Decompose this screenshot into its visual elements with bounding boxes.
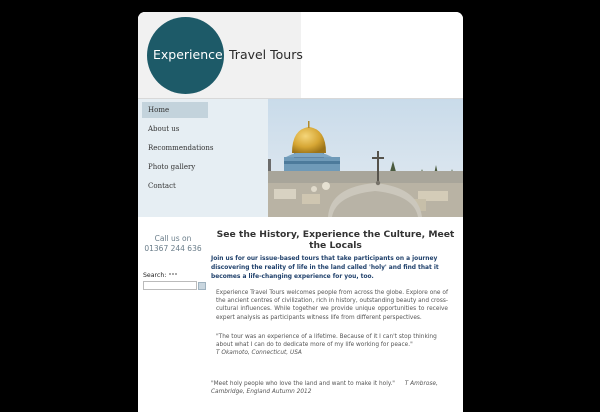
nav-item-about-us[interactable]: About us	[148, 125, 180, 133]
testimonial-1-attribution: T Okamoto, Connecticut, USA	[216, 350, 302, 357]
nav-item-contact[interactable]: Contact	[148, 182, 176, 190]
welcome-paragraph: Experience Travel Tours welcomes people from across the globe. Explore one of the ancient centres of civilization, rich in history, outstanding beauty and cross-cultural influences. While together we provide unique opportunities to receive expert analysis as participants witness life from different perspectives.	[216, 290, 448, 321]
testimonial-2-attribution: T Ambrose, Cambridge, England Autumn 2012	[211, 381, 438, 396]
search-input[interactable]	[143, 281, 197, 290]
main-nav	[138, 99, 268, 217]
nav-item-home[interactable]: Home	[142, 102, 208, 118]
intro-text: Join us for our issue-based tours that take participants on a journey discovering the reality of life in the land called 'holy' and find that it becomes a life-changing experience for you, too.	[211, 256, 439, 281]
search-button[interactable]	[198, 282, 206, 290]
search-label: Search:	[143, 272, 167, 279]
logo-text-experience[interactable]: Experience	[153, 47, 223, 62]
logo-text-travel-tours[interactable]: Travel Tours	[229, 47, 303, 62]
nav-item-recommendations[interactable]: Recommendations	[148, 144, 214, 152]
testimonial-2-text: "Meet holy people who love the land and want to make it holy."	[211, 381, 395, 387]
phone-number[interactable]: 01367 244 636	[144, 243, 202, 253]
separator-dots	[169, 260, 179, 262]
main-content	[208, 217, 463, 412]
site-header	[138, 12, 463, 98]
testimonial-1	[216, 333, 448, 358]
testimonial-1-text: "The tour was an experience of a lifetime. Because of it I can't stop thinking about what I can do to dedicate more of my life working for peace."	[216, 334, 437, 349]
page-container	[138, 12, 463, 412]
call-us	[138, 234, 208, 253]
page-title: See the History, Experience the Culture, Meet the Locals	[216, 229, 455, 251]
left-sidebar	[138, 217, 208, 412]
hero-photo	[268, 99, 463, 217]
testimonial-2	[211, 380, 447, 397]
nav-item-photo-gallery[interactable]: Photo gallery	[148, 163, 196, 171]
hero-photo-illustration	[268, 99, 463, 217]
call-us-label: Call us on	[154, 234, 192, 243]
